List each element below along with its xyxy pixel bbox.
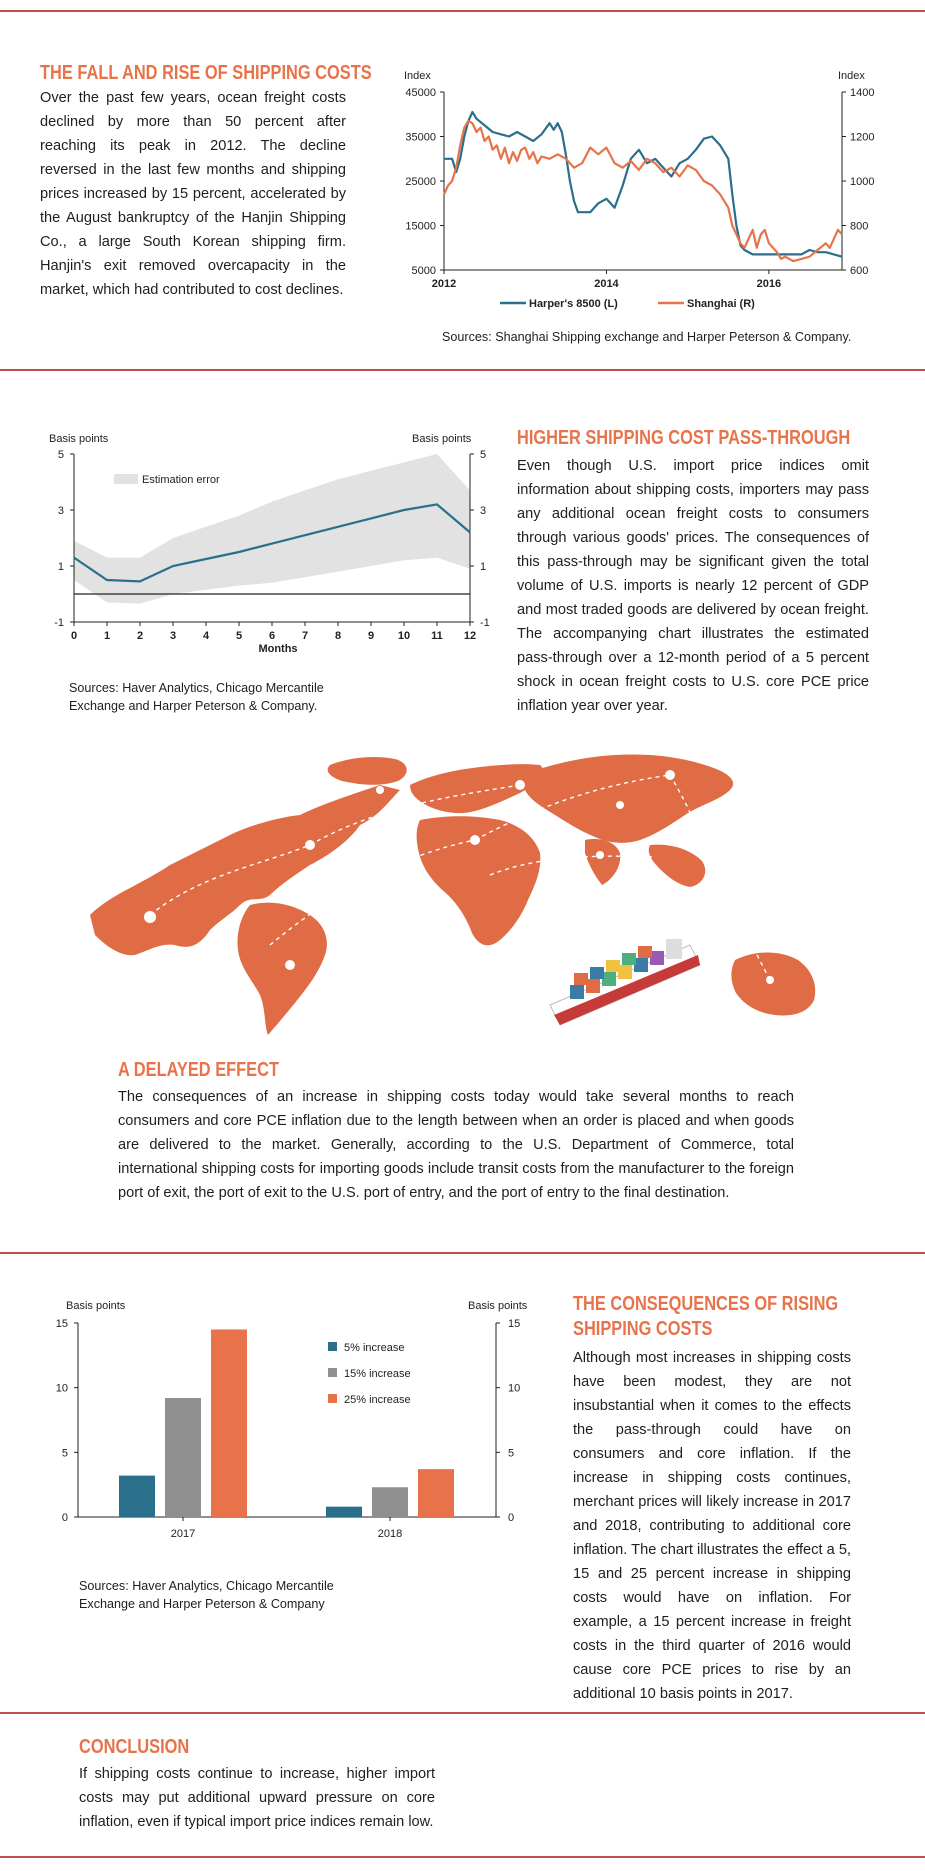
right-tick-label: 15: [508, 1318, 521, 1330]
x-tick-label: 8: [334, 630, 342, 642]
left-tick-label: 1: [57, 561, 64, 573]
section-rule-3: [0, 1712, 925, 1714]
legend-swatch: [328, 1342, 337, 1351]
south-america-landmass: [238, 903, 327, 1035]
asia-landmass: [520, 754, 733, 842]
right-tick-label: 10: [508, 1382, 521, 1395]
bar-2018-3: [418, 1469, 454, 1517]
x-tick-label: 2012: [431, 278, 457, 290]
left-tick-label: 25000: [405, 176, 436, 188]
x-tick-label: 0: [70, 630, 78, 642]
x-tick-label: 10: [397, 630, 411, 642]
category-label: 2017: [170, 1528, 196, 1540]
pass-through-source-1: Sources: Haver Analytics, Chicago Mercantile: [69, 681, 324, 695]
x-tick-label: 2016: [756, 278, 782, 290]
left-tick-label: 5: [57, 449, 64, 461]
pass-through-chart: [30, 428, 500, 668]
legend-label: 15% increase: [344, 1368, 411, 1380]
right-axis-title: Basis points: [468, 1300, 528, 1312]
right-axis-title: Index: [838, 70, 865, 82]
bar-2018-2: [372, 1487, 408, 1517]
series-line-1: [444, 112, 842, 257]
legend-swatch: [114, 474, 138, 484]
right-tick-label: 1400: [850, 87, 875, 99]
left-tick-label: 35000: [405, 131, 436, 144]
right-tick-label: 600: [850, 265, 869, 277]
category-label: 2018: [377, 1528, 403, 1540]
consequences-heading-2: SHIPPING COSTS: [573, 1318, 713, 1340]
legend-label: Estimation error: [142, 474, 220, 486]
bar-2017-2: [165, 1398, 201, 1517]
left-axis-title: Index: [404, 70, 431, 82]
x-tick-label: 11: [431, 630, 443, 642]
x-tick-label: 1: [103, 630, 111, 642]
left-tick-label: 10: [55, 1382, 68, 1395]
bar-2017-1: [119, 1476, 155, 1517]
legend-swatch: [328, 1368, 337, 1377]
right-tick-label: 5: [508, 1447, 515, 1460]
right-tick-label: 3: [480, 505, 487, 517]
shipping-cost-line-chart: [380, 64, 880, 314]
x-tick-label: 6: [268, 630, 276, 642]
consequences-source-1: Sources: Haver Analytics, Chicago Mercantile: [79, 1579, 334, 1593]
southeast-asia-landmass: [649, 845, 705, 887]
right-tick-label: 1000: [850, 176, 875, 188]
right-tick-label: -1: [480, 617, 490, 629]
section-rule-1: [0, 369, 925, 371]
right-tick-label: 0: [508, 1512, 515, 1524]
bar-2018-1: [326, 1507, 362, 1517]
x-tick-label: 5: [235, 630, 243, 642]
conclusion-heading: CONCLUSION: [79, 1736, 190, 1758]
left-axis-title: Basis points: [49, 433, 109, 445]
delayed-body: The consequences of an increase in shipping costs today would take several months to reach consumers and core PCE inflation due to the length between when an order is placed and when goods are delivered to the market. Generally, according to the U.S. Department of Commerce, total international shipping costs for importing goods include transit costs from the manufacturer to the foreign port of exit, the port of exit to the U.S. port of entry, and the port of entry to the final destination.: [118, 1089, 794, 1201]
legend-label: 5% increase: [344, 1342, 405, 1354]
series-line-2: [444, 121, 842, 261]
africa-landmass: [417, 816, 541, 945]
consequences-body: Although most increases in shipping costs have been modest, they are not insubstantial when it comes to the effects the pass-through could have on consumers and core inflation. If the increase in shipping costs continues, merchant prices will likely increase in 2017 and 2018, contributing to additional core inflation. The chart illustrates the effect a 5, 15 and 25 percent increase in shipping costs would have on inflation. For example, a 15 percent increase in freight costs in the third quarter of 2016 would cause core PCE prices to rise by an additional 10 basis points in 2017.: [573, 1350, 851, 1702]
section-rule-2: [0, 1252, 925, 1254]
australia-landmass: [731, 953, 815, 1016]
left-tick-label: -1: [54, 617, 64, 629]
greenland-landmass: [328, 757, 407, 785]
india-landmass: [585, 839, 620, 885]
fall-rise-heading: THE FALL AND RISE OF SHIPPING COSTS: [40, 62, 372, 84]
x-tick-label: 7: [301, 630, 309, 642]
left-tick-label: 15000: [405, 220, 436, 233]
delayed-heading: A DELAYED EFFECT: [118, 1059, 279, 1081]
right-tick-label: 5: [480, 449, 487, 461]
left-tick-label: 0: [61, 1512, 68, 1524]
x-tick-label: 12: [463, 630, 477, 642]
left-tick-label: 5: [61, 1447, 68, 1460]
x-tick-label: 2: [136, 630, 144, 642]
consequences-heading-1: THE CONSEQUENCES OF RISING: [573, 1293, 839, 1315]
legend-label: Harper's 8500 (L): [529, 298, 618, 310]
x-tick-label: 9: [367, 630, 375, 642]
bottom-rule: [0, 1856, 925, 1858]
left-tick-label: 5000: [411, 265, 436, 277]
pass-through-source-2: Exchange and Harper Peterson & Company.: [69, 699, 318, 713]
left-tick-label: 15: [55, 1318, 68, 1330]
x-axis-title: Months: [258, 643, 298, 655]
legend-label: 25% increase: [344, 1394, 411, 1406]
legend-label: Shanghai (R): [687, 298, 755, 310]
right-tick-label: 800: [850, 220, 869, 233]
x-tick-label: 3: [169, 630, 177, 642]
right-tick-label: 1200: [850, 131, 875, 144]
world-map-illustration: [80, 745, 880, 1065]
consequences-bar-chart: [30, 1285, 550, 1545]
left-tick-label: 3: [57, 505, 64, 517]
container-ship-icon: [550, 939, 700, 1025]
right-axis-title: Basis points: [412, 433, 472, 445]
pass-through-body: Even though U.S. import price indices omit information about shipping costs, importers may pass any additional ocean freight costs to consumers through various goods' prices. The consequences of this pass-through may be significant given the total volume of U.S. imports is nearly 12 percent of GDP and most traded goods are delivered by ocean freight. The accompanying chart illustrates the estimated pass-through over a 12-month period of a 5 percent shock in ocean freight costs to U.S. core PCE price inflation year over year.: [517, 458, 869, 714]
legend-swatch: [328, 1394, 337, 1403]
consequences-source-2: Exchange and Harper Peterson & Company: [79, 1597, 325, 1611]
x-tick-label: 2014: [594, 278, 619, 290]
bar-2017-3: [211, 1329, 247, 1517]
fall-rise-source: Sources: Shanghai Shipping exchange and Harper Peterson & Company.: [442, 330, 852, 344]
left-axis-title: Basis points: [66, 1300, 126, 1312]
right-tick-label: 1: [480, 561, 487, 573]
top-rule: [0, 10, 925, 12]
left-tick-label: 45000: [405, 87, 436, 99]
conclusion-body: If shipping costs continue to increase, higher import costs may put additional upward pressure on core inflation, even if typical import price indices remain low.: [79, 1766, 435, 1830]
x-tick-label: 4: [202, 630, 210, 642]
fall-rise-body: Over the past few years, ocean freight costs declined by more than 50 percent after reaching its peak in 2012. The decline reversed in the last few months and shipping prices increased by 15 percent, accelerated by the August bankruptcy of the Hanjin Shipping Co., a large South Korean shipping firm. Hanjin's exit removed overcapacity in the market, which had contributed to cost declines.: [40, 90, 346, 298]
pass-through-heading: HIGHER SHIPPING COST PASS-THROUGH: [517, 427, 851, 449]
